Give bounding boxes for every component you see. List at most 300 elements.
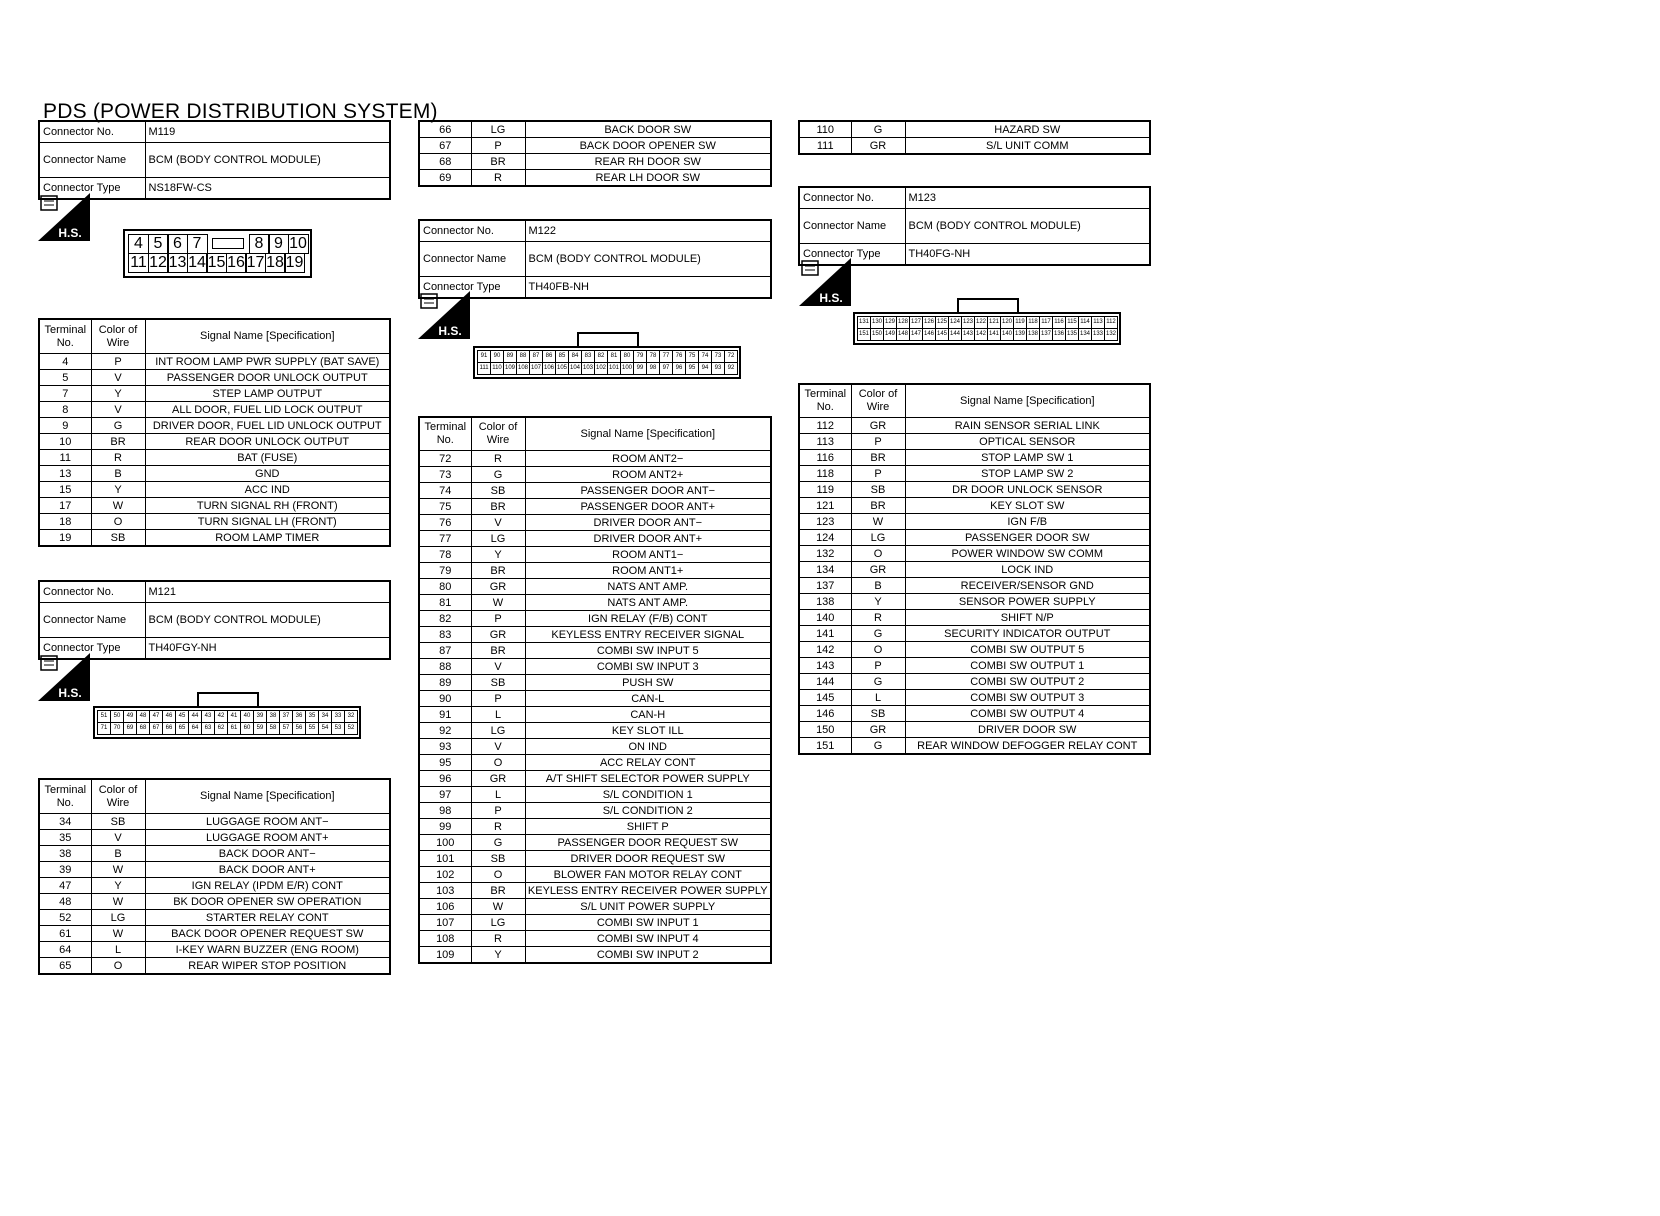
connector-pin: 149 — [883, 328, 897, 341]
connector-pin: 13 — [168, 253, 187, 271]
table-row — [419, 547, 771, 563]
table-row — [799, 674, 1150, 690]
connector-pin: 132 — [1104, 328, 1118, 341]
signal-name: PASSENGER DOOR REQUEST SW — [525, 835, 771, 851]
table-row — [419, 787, 771, 803]
wire-color: BR — [471, 643, 525, 659]
signal-name: DRIVER DOOR REQUEST SW — [525, 851, 771, 867]
wire-color: P — [851, 466, 905, 482]
terminal-no: 95 — [419, 755, 471, 771]
color-header: Color of Wire — [91, 319, 145, 354]
connector-pin: 124 — [948, 316, 962, 329]
connector-pin: 5 — [148, 234, 169, 254]
conn-no-label: Connector No. — [39, 581, 145, 603]
signal-name: STARTER RELAY CONT — [145, 910, 390, 926]
table-row — [39, 878, 390, 894]
table-row — [39, 514, 390, 530]
wire-color: W — [91, 926, 145, 942]
connector-pin: 12 — [149, 253, 167, 271]
terminal-no: 145 — [799, 690, 851, 706]
connector-pin: 86 — [542, 350, 556, 363]
table-row — [419, 595, 771, 611]
wire-color: L — [91, 942, 145, 958]
wire-color: BR — [471, 154, 525, 170]
hs-label: H.S. — [58, 686, 82, 700]
connector-pin: 46 — [162, 710, 176, 723]
connector-pin: 61 — [227, 722, 241, 735]
m121-terminal-table — [38, 778, 391, 975]
table-row — [419, 627, 771, 643]
wire-color: SB — [471, 851, 525, 867]
wire-color: P — [91, 354, 145, 370]
signal-name: BLOWER FAN MOTOR RELAY CONT — [525, 867, 771, 883]
conn-type-value: TH40FG-NH — [905, 244, 1150, 266]
signal-name: NATS ANT AMP. — [525, 595, 771, 611]
wire-color: R — [851, 610, 905, 626]
signal-name: LUGGAGE ROOM ANT− — [145, 814, 390, 830]
table-row — [419, 467, 771, 483]
connector-pin: 127 — [909, 316, 923, 329]
terminal-no: 79 — [419, 563, 471, 579]
signal-name: KEY SLOT SW — [905, 498, 1150, 514]
connector-pin: 62 — [214, 722, 228, 735]
table-row — [799, 642, 1150, 658]
signal-name: IGN RELAY (IPDM E/R) CONT — [145, 878, 390, 894]
wire-color: L — [851, 690, 905, 706]
connector-pin: 41 — [227, 710, 241, 723]
connector-key — [206, 234, 250, 252]
terminal-no: 134 — [799, 562, 851, 578]
signal-name: STEP LAMP OUTPUT — [145, 386, 390, 402]
connector-pin: 131 — [857, 316, 871, 329]
terminal-no: 34 — [39, 814, 91, 830]
terminal-no: 150 — [799, 722, 851, 738]
terminal-no: 137 — [799, 578, 851, 594]
wire-color: R — [471, 451, 525, 467]
terminal-no: 110 — [799, 121, 851, 138]
connector-pin: 69 — [123, 722, 137, 735]
connector-pin: 141 — [987, 328, 1001, 341]
wire-color: G — [851, 738, 905, 755]
wire-color: LG — [471, 531, 525, 547]
signal-name: BAT (FUSE) — [145, 450, 390, 466]
conn-type-label: Connector Type — [799, 244, 905, 266]
connector-pin: 145 — [935, 328, 949, 341]
connector-pin: 65 — [175, 722, 189, 735]
conn-name-label: Connector Name — [39, 603, 145, 638]
signal-name: PASSENGER DOOR SW — [905, 530, 1150, 546]
signal-name: CAN-L — [525, 691, 771, 707]
wire-color: GR — [851, 138, 905, 155]
table-row — [39, 498, 390, 514]
signal-name: COMBI SW INPUT 1 — [525, 915, 771, 931]
conn-no-label: Connector No. — [39, 121, 145, 143]
wire-color: V — [91, 402, 145, 418]
connector-pin: 80 — [620, 350, 634, 363]
table-row — [799, 690, 1150, 706]
wire-color: LG — [471, 121, 525, 138]
connector-pin: 9 — [268, 234, 289, 254]
terminal-no: 96 — [419, 771, 471, 787]
table-row — [799, 626, 1150, 642]
wire-color: W — [91, 894, 145, 910]
table-row — [799, 514, 1150, 530]
connector-pin: 32 — [344, 710, 358, 723]
conn-type-label: Connector Type — [39, 178, 145, 200]
terminal-no: 13 — [39, 466, 91, 482]
terminal-no: 19 — [39, 530, 91, 547]
m119-connector-info — [38, 120, 391, 200]
connector-pin: 7 — [187, 234, 208, 254]
signal-name: SECURITY INDICATOR OUTPUT — [905, 626, 1150, 642]
connector-pin: 75 — [685, 350, 699, 363]
conn-no-label: Connector No. — [799, 187, 905, 209]
wire-color: BR — [851, 450, 905, 466]
table-row — [39, 846, 390, 862]
terminal-header: Terminal No. — [419, 417, 471, 451]
signal-name: LOCK IND — [905, 562, 1150, 578]
conn-name-value: BCM (BODY CONTROL MODULE) — [525, 242, 771, 277]
signal-name: KEYLESS ENTRY RECEIVER SIGNAL — [525, 627, 771, 643]
connector-pin: 134 — [1078, 328, 1092, 341]
signal-name: S/L CONDITION 2 — [525, 803, 771, 819]
connector-pin: 138 — [1026, 328, 1040, 341]
connector-pin: 133 — [1091, 328, 1105, 341]
m122-terminal-table — [418, 416, 772, 964]
signal-name: COMBI SW OUTPUT 3 — [905, 690, 1150, 706]
terminal-no: 65 — [39, 958, 91, 975]
terminal-no: 90 — [419, 691, 471, 707]
connector-pin: 37 — [279, 710, 293, 723]
connector-pin: 129 — [883, 316, 897, 329]
connector-pin: 48 — [136, 710, 150, 723]
wire-color: Y — [471, 547, 525, 563]
table-row — [799, 722, 1150, 738]
connector-pin: 83 — [581, 350, 595, 363]
signal-name: HAZARD SW — [905, 121, 1150, 138]
m119-connector-face — [123, 229, 312, 278]
wire-color: B — [91, 466, 145, 482]
connector-pin: 106 — [542, 362, 556, 375]
signal-name: PUSH SW — [525, 675, 771, 691]
signal-header: Signal Name [Specification] — [905, 384, 1150, 418]
terminal-no: 72 — [419, 451, 471, 467]
terminal-no: 118 — [799, 466, 851, 482]
connector-pin: 82 — [594, 350, 608, 363]
table-row — [39, 466, 390, 482]
table-row — [39, 862, 390, 878]
table-row — [799, 594, 1150, 610]
connector-pin: 88 — [516, 350, 530, 363]
table-row — [419, 691, 771, 707]
wire-color: P — [471, 803, 525, 819]
terminal-no: 100 — [419, 835, 471, 851]
connector-pin: 54 — [318, 722, 332, 735]
conn-name-label: Connector Name — [799, 209, 905, 244]
connector-pin: 17 — [246, 253, 265, 271]
signal-name: KEYLESS ENTRY RECEIVER POWER SUPPLY — [525, 883, 771, 899]
table-row — [419, 915, 771, 931]
wire-color: SB — [851, 706, 905, 722]
connector-pin: 53 — [331, 722, 345, 735]
terminal-header: Terminal No. — [39, 779, 91, 814]
table-row — [799, 578, 1150, 594]
signal-name: GND — [145, 466, 390, 482]
conn-type-value: TH40FGY-NH — [145, 638, 390, 660]
wire-color: R — [471, 170, 525, 187]
wire-color: W — [471, 899, 525, 915]
terminal-no: 9 — [39, 418, 91, 434]
terminal-no: 61 — [39, 926, 91, 942]
signal-name: ROOM ANT2− — [525, 451, 771, 467]
connector-pin: 4 — [128, 234, 149, 254]
connector-pin: 36 — [292, 710, 306, 723]
wire-color: R — [471, 931, 525, 947]
table-row — [799, 482, 1150, 498]
signal-name: PASSENGER DOOR ANT− — [525, 483, 771, 499]
terminal-no: 112 — [799, 418, 851, 434]
wire-color: G — [851, 121, 905, 138]
connector-pin: 100 — [620, 362, 634, 375]
terminal-no: 98 — [419, 803, 471, 819]
signal-name: ROOM ANT1+ — [525, 563, 771, 579]
signal-name: REAR LH DOOR SW — [525, 170, 771, 187]
wire-color: BR — [851, 498, 905, 514]
signal-name: DRIVER DOOR ANT− — [525, 515, 771, 531]
table-row — [419, 851, 771, 867]
table-row — [419, 867, 771, 883]
signal-name: RAIN SENSOR SERIAL LINK — [905, 418, 1150, 434]
signal-name: COMBI SW OUTPUT 1 — [905, 658, 1150, 674]
table-row — [799, 658, 1150, 674]
m119-terminal-table — [38, 318, 391, 547]
table-row — [39, 370, 390, 386]
table-row — [419, 170, 771, 187]
conn-name-label: Connector Name — [39, 143, 145, 178]
wire-color: SB — [471, 675, 525, 691]
connector-pin: 151 — [857, 328, 871, 341]
table-row — [799, 434, 1150, 450]
table-row — [419, 931, 771, 947]
signal-name: REAR RH DOOR SW — [525, 154, 771, 170]
table-row — [419, 531, 771, 547]
table-row — [39, 830, 390, 846]
signal-name: RECEIVER/SENSOR GND — [905, 578, 1150, 594]
table-row — [419, 659, 771, 675]
signal-name: ROOM LAMP TIMER — [145, 530, 390, 547]
wire-color: LG — [471, 915, 525, 931]
table-row — [419, 451, 771, 467]
table-row — [39, 894, 390, 910]
terminal-no: 47 — [39, 878, 91, 894]
terminal-no: 77 — [419, 531, 471, 547]
wire-color: R — [91, 450, 145, 466]
wire-color: GR — [851, 562, 905, 578]
connector-pin: 39 — [253, 710, 267, 723]
conn-no-value: M121 — [145, 581, 390, 603]
table-row — [419, 675, 771, 691]
connector-pin: 33 — [331, 710, 345, 723]
connector-pin: 125 — [935, 316, 949, 329]
table-row — [419, 755, 771, 771]
connector-pin: 16 — [227, 253, 245, 271]
signal-name: TURN SIGNAL RH (FRONT) — [145, 498, 390, 514]
table-row — [799, 138, 1150, 155]
connector-pin: 98 — [646, 362, 660, 375]
signal-name: COMBI SW OUTPUT 5 — [905, 642, 1150, 658]
conn-name-value: BCM (BODY CONTROL MODULE) — [145, 603, 390, 638]
m121-terminal-table-continued — [418, 120, 772, 187]
terminal-no: 87 — [419, 643, 471, 659]
terminal-no: 119 — [799, 482, 851, 498]
wire-color: GR — [851, 722, 905, 738]
signal-name: BACK DOOR SW — [525, 121, 771, 138]
connector-pin: 52 — [344, 722, 358, 735]
wire-color: W — [91, 498, 145, 514]
table-row — [39, 386, 390, 402]
terminal-no: 52 — [39, 910, 91, 926]
terminal-no: 5 — [39, 370, 91, 386]
m123-connector-face — [853, 298, 1121, 345]
hs-label: H.S. — [438, 324, 462, 338]
terminal-no: 17 — [39, 498, 91, 514]
table-row — [419, 483, 771, 499]
wire-color: P — [471, 691, 525, 707]
connector-pin: 35 — [305, 710, 319, 723]
wire-color: W — [851, 514, 905, 530]
terminal-no: 10 — [39, 434, 91, 450]
connector-pin: 89 — [503, 350, 517, 363]
connector-pin: 59 — [253, 722, 267, 735]
connector-pin: 78 — [646, 350, 660, 363]
terminal-no: 97 — [419, 787, 471, 803]
harness-side-icon — [38, 653, 90, 701]
table-row — [419, 771, 771, 787]
hs-label: H.S. — [819, 291, 843, 305]
signal-name: IGN RELAY (F/B) CONT — [525, 611, 771, 627]
terminal-no: 7 — [39, 386, 91, 402]
terminal-no: 106 — [419, 899, 471, 915]
hs-label: H.S. — [58, 226, 82, 240]
table-row — [39, 530, 390, 547]
signal-name: SENSOR POWER SUPPLY — [905, 594, 1150, 610]
wire-color: O — [471, 755, 525, 771]
signal-name: DRIVER DOOR ANT+ — [525, 531, 771, 547]
wire-color: W — [91, 862, 145, 878]
terminal-no: 11 — [39, 450, 91, 466]
signal-name: S/L UNIT POWER SUPPLY — [525, 899, 771, 915]
wire-color: Y — [851, 594, 905, 610]
connector-pin: 111 — [477, 362, 491, 375]
connector-pin: 91 — [477, 350, 491, 363]
table-row — [39, 450, 390, 466]
connector-pin: 103 — [581, 362, 595, 375]
connector-pin: 92 — [724, 362, 738, 375]
wire-color: SB — [91, 814, 145, 830]
signal-name: NATS ANT AMP. — [525, 579, 771, 595]
connector-pin: 85 — [555, 350, 569, 363]
terminal-no: 8 — [39, 402, 91, 418]
wire-color: LG — [471, 723, 525, 739]
connector-pin: 90 — [490, 350, 504, 363]
terminal-no: 39 — [39, 862, 91, 878]
signal-name: ROOM ANT1− — [525, 547, 771, 563]
wire-color: R — [471, 819, 525, 835]
connector-pin: 58 — [266, 722, 280, 735]
wire-color: Y — [471, 947, 525, 964]
conn-no-value: M123 — [905, 187, 1150, 209]
table-row — [799, 546, 1150, 562]
terminal-no: 74 — [419, 483, 471, 499]
connector-pin: 63 — [201, 722, 215, 735]
connector-pin: 101 — [607, 362, 621, 375]
connector-pin: 42 — [214, 710, 228, 723]
signal-name: SHIFT N/P — [905, 610, 1150, 626]
connector-pin: 97 — [659, 362, 673, 375]
wire-color: BR — [471, 883, 525, 899]
terminal-no: 48 — [39, 894, 91, 910]
terminal-no: 124 — [799, 530, 851, 546]
signal-header: Signal Name [Specification] — [145, 779, 390, 814]
table-row — [799, 562, 1150, 578]
wire-color: W — [471, 595, 525, 611]
connector-pin: 121 — [987, 316, 1001, 329]
wire-color: G — [471, 835, 525, 851]
table-row — [419, 643, 771, 659]
connector-pin: 117 — [1039, 316, 1053, 329]
connector-pin: 146 — [922, 328, 936, 341]
connector-pin: 136 — [1052, 328, 1066, 341]
connector-pin: 73 — [711, 350, 725, 363]
table-row — [419, 154, 771, 170]
terminal-no: 75 — [419, 499, 471, 515]
conn-type-value: NS18FW-CS — [145, 178, 390, 200]
terminal-no: 64 — [39, 942, 91, 958]
connector-pin: 108 — [516, 362, 530, 375]
table-row — [39, 418, 390, 434]
connector-pin: 107 — [529, 362, 543, 375]
connector-pin: 60 — [240, 722, 254, 735]
terminal-no: 140 — [799, 610, 851, 626]
color-header: Color of Wire — [91, 779, 145, 814]
connector-pin: 79 — [633, 350, 647, 363]
terminal-no: 101 — [419, 851, 471, 867]
connector-pin: 137 — [1039, 328, 1053, 341]
terminal-no: 138 — [799, 594, 851, 610]
terminal-no: 103 — [419, 883, 471, 899]
terminal-no: 121 — [799, 498, 851, 514]
harness-side-icon — [799, 258, 851, 306]
connector-pin: 11 — [128, 253, 149, 273]
terminal-no: 113 — [799, 434, 851, 450]
signal-name: ALL DOOR, FUEL LID LOCK OUTPUT — [145, 402, 390, 418]
terminal-no: 151 — [799, 738, 851, 755]
connector-pin: 47 — [149, 710, 163, 723]
connector-pin: 128 — [896, 316, 910, 329]
connector-pin: 109 — [503, 362, 517, 375]
connector-pin: 105 — [555, 362, 569, 375]
wire-color: LG — [851, 530, 905, 546]
terminal-no: 66 — [419, 121, 471, 138]
wire-color: G — [851, 674, 905, 690]
connector-pin: 56 — [292, 722, 306, 735]
terminal-no: 107 — [419, 915, 471, 931]
connector-pin: 112 — [1104, 316, 1118, 329]
signal-name: BACK DOOR ANT+ — [145, 862, 390, 878]
table-row — [419, 499, 771, 515]
signal-name: BACK DOOR OPENER REQUEST SW — [145, 926, 390, 942]
signal-name: OPTICAL SENSOR — [905, 434, 1150, 450]
